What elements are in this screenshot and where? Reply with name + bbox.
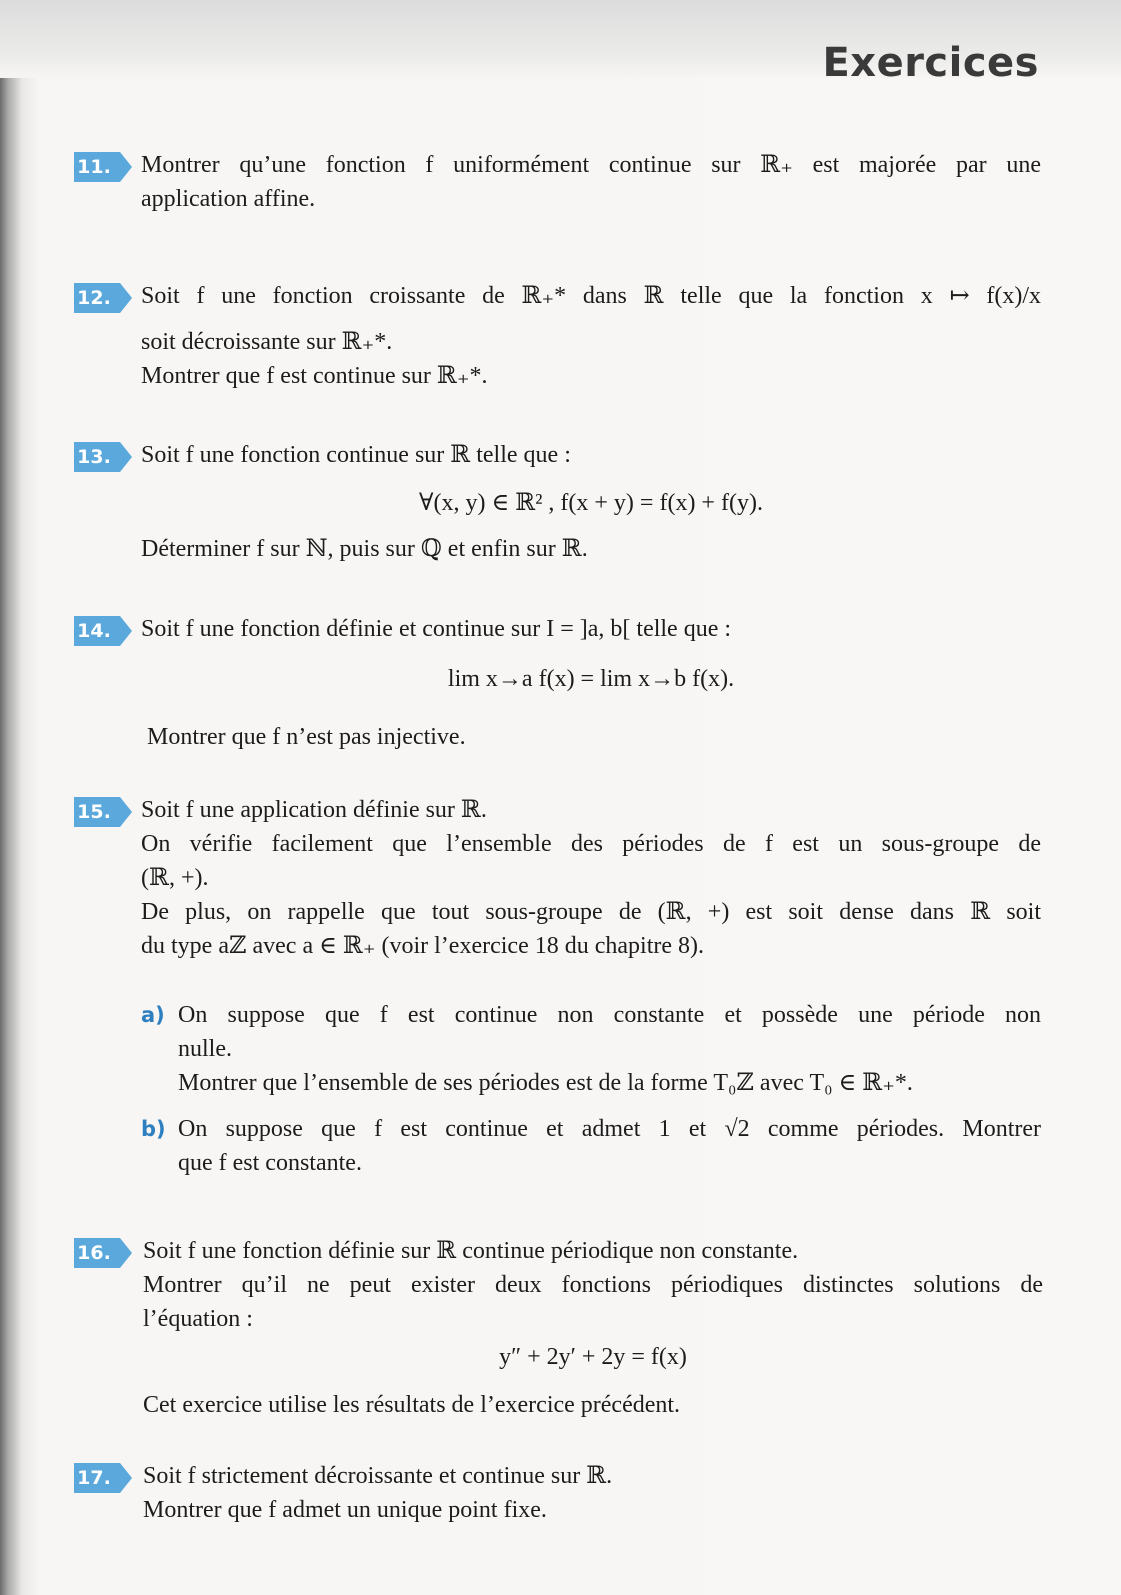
exercise-text [141,793,1041,963]
exercise-text [143,1459,1043,1527]
text-line: du type aℤ avec a ∈ ℝ₊ (voir l’exercice 18 du chapitre 8). [141,933,704,959]
text-line: Soit f une fonction croissante de ℝ₊* dans ℝ telle que la fonction x ↦ f(x)/x [141,283,1041,309]
text-line: Cet exercice utilise les résultats de l’exercice précédent. [143,1392,681,1418]
text-line: application affine. [141,186,316,212]
exercise-text [141,148,1041,216]
text-line: Soit f une fonction continue sur ℝ telle que : [141,442,571,468]
exercise-number-badge: 16. [74,1238,120,1268]
sub-question-a [141,998,1041,1100]
text-line: Soit f une fonction définie et continue sur I = ]a, b[ telle que : [141,616,732,642]
sub-question-label: a) [141,1003,165,1027]
text-line: Montrer qu’il ne peut exister deux fonctions périodiques distinctes solutions de [143,1272,1043,1298]
text-line: Soit f une fonction définie sur ℝ continue périodique non constante. [143,1238,799,1264]
text-line: nulle. [178,1036,232,1062]
sub-question-b [141,1112,1041,1180]
text-line: (ℝ, +). [141,865,209,891]
text-line: De plus, on rappelle que tout sous-groupe de (ℝ, +) est soit dense dans ℝ soit [141,899,1041,925]
text-line: Montrer que f n’est pas injective. [147,724,466,750]
exercise-text [141,438,1041,566]
text-line: On vérifie facilement que l’ensemble des périodes de f est un sous-groupe de [141,831,1041,857]
text-line: Montrer que l’ensemble de ses périodes est de la forme T₀ℤ avec T₀ ∈ ℝ₊*. [178,1070,913,1096]
exercise-number-badge: 12. [74,283,120,313]
text-line: Soit f strictement décroissante et continue sur ℝ. [143,1463,613,1489]
display-equation: y″ + 2y′ + 2y = f(x) [499,1344,687,1370]
text-line: Déterminer f sur ℕ, puis sur ℚ et enfin sur ℝ. [141,536,588,562]
exercise-number-badge: 13. [74,442,120,472]
text-line: que f est constante. [178,1150,362,1176]
exercise-number-badge: 14. [74,616,120,646]
text-line: soit décroissante sur ℝ₊*. [141,329,393,355]
display-equation: ∀(x, y) ∈ ℝ² , f(x + y) = f(x) + f(y). [419,490,763,516]
sub-question-label: b) [141,1117,166,1141]
page-title: Exercices [822,40,1039,86]
text-line: On suppose que f est continue et admet 1 et √2 comme périodes. Montrer [178,1116,1041,1142]
display-equation: lim x→a f(x) = lim x→b f(x). [447,666,735,692]
exercise-number-badge: 15. [74,797,120,827]
exercise-number-badge: 17. [74,1463,120,1493]
text-line: l’équation : [143,1306,253,1332]
text-line: Montrer que f est continue sur ℝ₊*. [141,363,488,389]
text-line: Montrer que f admet un unique point fixe. [143,1497,547,1523]
exercise-number-badge: 11. [74,152,120,182]
text-line: Montrer qu’une fonction f uniformément continue sur ℝ₊ est majorée par une [141,152,1041,178]
text-line: On suppose que f est continue non constante et possède une période non [178,1002,1041,1028]
exercise-text [143,1234,1043,1422]
exercise-text [141,612,1041,754]
exercise-text [141,279,1041,393]
text-line: Soit f une application définie sur ℝ. [141,797,487,823]
